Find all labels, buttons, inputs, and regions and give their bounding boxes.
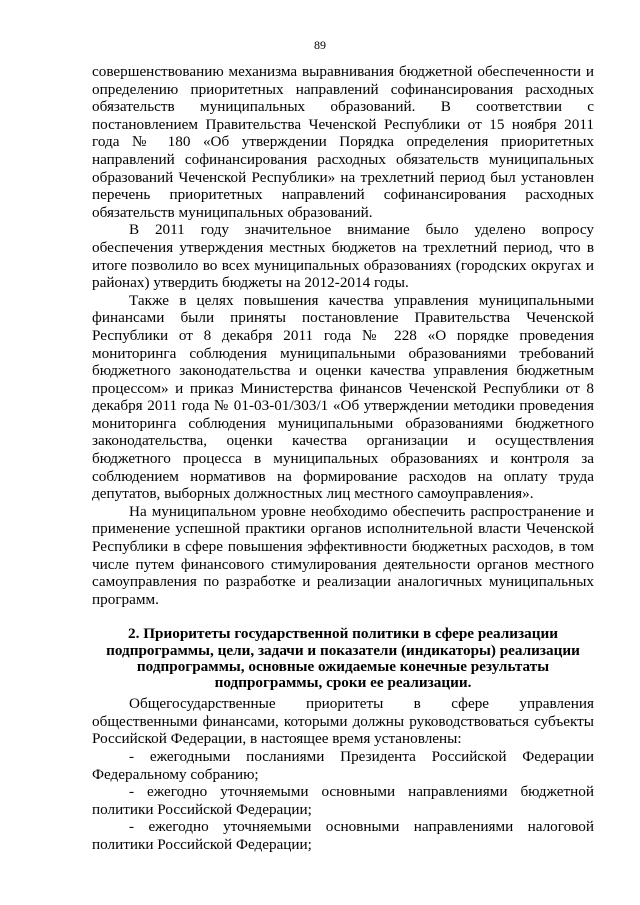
section-heading: 2. Приоритеты государственной политики в сфере реализации подпрограммы, цели, задачи и показатели (индикаторы) реализации подпрограммы, основные ожидаемые конечные результаты подпрограммы, сроки ее реализации.: [106, 625, 580, 692]
list-item: - ежегодно уточняемыми основными направлениями бюджетной политики Российской Федерации;: [92, 783, 594, 818]
list-item: - ежегодно уточняемыми основными направлениями налоговой политики Российской Федерации;: [92, 818, 594, 853]
paragraph-quality-management: Также в целях повышения качества управления муниципальными финансами были приняты постановление Правительства Чеченской Республики от 8 декабря 2011 года № 228 «О порядке проведения мониторинга соблюдения муниципальными образованиями требований бюджетного законодательства и оценки качества управления бюджетным процессом» и приказ Министерства финансов Чеченской Республики от 8 декабря 2011 года № 01-03-01/303/1 «Об утверждении методики проведения мониторинга соблюдения муниципальными образованиями бюджетного законодательства, оценки качества организации и осуществления бюджетного процесса в муниципальных образованиях и контроля за соблюдением нормативов на формирование расходов на оплату труда депутатов, выборных должностных лиц местного самоуправления».: [92, 291, 594, 503]
section-intro: Общегосударственные приоритеты в сфере управления общественными финансами, которыми должны руководствоваться субъекты Российской Федерации, в настоящее время установлены:: [92, 695, 594, 748]
paragraph-budget-approval: В 2011 году значительное внимание было уделено вопросу обеспечения утверждения местных бюджетов на трехлетний период, что в итоге позволило во всех муниципальных образованиях (городских округах и районах) утвердить бюджеты на 2012-2014 годы.: [92, 221, 594, 292]
paragraph-municipal-practice: На муниципальном уровне необходимо обеспечить распространение и применение успешной практики органов исполнительной власти Чеченской Республики в сфере повышения эффективности бюджетных расходов, в том числе путем финансового стимулирования деятельности органов местного самоуправления по разработке и реализации аналогичных муниципальных программ.: [92, 502, 594, 608]
paragraph-continuation: совершенствованию механизма выравнивания бюджетной обеспеченности и определению приоритетных направлений софинансирования расходных обязательств муниципальных образований. В соответствии с постановлением Правительства Чеченской Республики от 15 ноября 2011 года № 180 «Об утверждении Порядка определения приоритетных направлений софинансирования расходных обязательств муниципальных образований Чеченской Республики» на трехлетний период был установлен перечень приоритетных направлений софинансирования расходных обязательств муниципальных образований.: [92, 63, 594, 221]
page-content: [92, 63, 594, 854]
page-number: 89: [314, 38, 326, 52]
list-item: - ежегодными посланиями Президента Российской Федерации Федеральному собранию;: [92, 748, 594, 783]
